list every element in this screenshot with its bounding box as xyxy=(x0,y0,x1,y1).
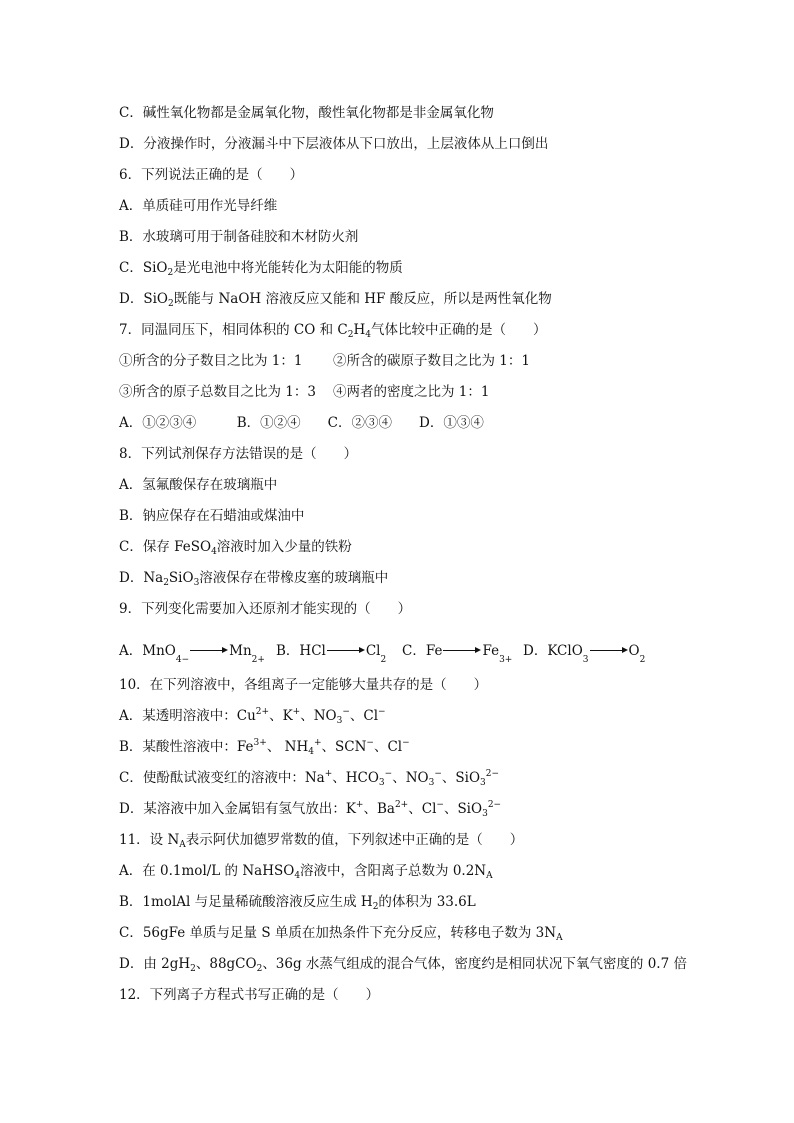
reaction-arrow-icon xyxy=(590,648,628,660)
option-d-separation: D．分液操作时，分液漏斗中下层液体从下口放出，上层液体从上口倒出 xyxy=(119,136,549,152)
question-9-options xyxy=(119,642,646,665)
question-10-option-b: B．某酸性溶液中：$Fe^{3+}$、 $NH_4^+$、SCN−、Cl− xyxy=(119,738,410,757)
question-6-option-c: C．SiO$_2$是光电池中将光能转化为太阳能的物质 xyxy=(119,260,403,278)
question-7-statements-1-2: ①所含的分子数目之比为 1：1 ②所含的碳原子数目之比为 1：1 xyxy=(119,353,530,369)
question-11-option-a: A．在 0.1mol/L 的 NaHSO$_4$溶液中，含阳离子总数为 $0.2N_A$ xyxy=(119,863,493,881)
question-9-option-c: C．Fe Fe 3+ xyxy=(402,643,513,665)
question-9-option-d: D．KClO 3 O 2 xyxy=(523,643,646,665)
question-8-option-d: D．$Na_2SiO_3$溶液保存在带橡皮塞的玻璃瓶中 xyxy=(119,570,389,588)
question-7: 7．同温同压下，相同体积的 CO 和 $C_2H_4$气体比较中正确的是（ ） xyxy=(119,322,547,340)
option-c-oxides: C．碱性氧化物都是金属氧化物，酸性氧化物都是非金属氧化物 xyxy=(119,105,494,121)
question-6-option-d: D．SiO$_2$既能与 NaOH 溶液反应又能和 HF 酸反应，所以是两性氧化物 xyxy=(119,291,552,309)
reaction-arrow-icon xyxy=(327,648,365,660)
reaction-arrow-icon xyxy=(190,648,228,660)
question-11-option-b: B．1molAl 与足量稀硫酸溶液反应生成 $H_2$的体积为 33.6L xyxy=(119,894,476,912)
question-9-option-a: A．MnO 4 − Mn 2+ xyxy=(119,643,265,665)
question-6: 6．下列说法正确的是（ ） xyxy=(119,167,304,183)
reaction-arrow-icon xyxy=(443,648,481,660)
question-11: 11．设 $N_A$表示阿伏加德罗常数的值，下列叙述中正确的是（ ） xyxy=(119,832,524,850)
question-12: 12．下列离子方程式书写正确的是（ ） xyxy=(119,987,380,1003)
question-11-option-d: D．由 $2gH_2$、88gCO$_2$、36g 水蒸气组成的混合气体，密度约是相同状况下氧气密度的 0.7 倍 xyxy=(119,956,687,974)
question-6-option-a: A．单质硅可用作光导纤维 xyxy=(119,198,278,214)
question-8-option-a: A．氢氟酸保存在玻璃瓶中 xyxy=(119,477,278,493)
question-10-option-a: A．某透明溶液中：$Cu^{2+}$、K+、$NO_3^-$、Cl− xyxy=(119,707,386,726)
question-8-option-c: C．保存 FeSO$_4$溶液时加入少量的铁粉 xyxy=(119,539,352,557)
question-8: 8．下列试剂保存方法错误的是（ ） xyxy=(119,446,358,462)
question-6-option-b: B．水玻璃可用于制备硅胶和木材防火剂 xyxy=(119,229,359,245)
question-10-option-c: C．使酚酞试液变红的溶液中：Na+、$HCO_3^-$、$NO_3^-$、SiO$_3^{2-}$ xyxy=(119,769,500,788)
question-9: 9．下列变化需要加入还原剂才能实现的（ ） xyxy=(119,601,412,617)
question-10: 10．在下列溶液中，各组离子一定能够大量共存的是（ ） xyxy=(119,677,488,693)
question-10-option-d: D．某溶液中加入金属铝有氢气放出：K+、$Ba^{2+}$、Cl−、SiO$_3^{2-}$ xyxy=(119,800,502,819)
question-8-option-b: B．钠应保存在石蜡油或煤油中 xyxy=(119,508,305,524)
question-9-option-b: B．HCl Cl 2 xyxy=(276,643,387,665)
question-7-options: A．①②③④ B．①②④ C．②③④ D．①③④ xyxy=(119,415,484,431)
question-11-option-c: C．56gFe 单质与足量 S 单质在加热条件下充分反应，转移电子数为 $3N_A$ xyxy=(119,925,563,943)
question-7-statements-3-4: ③所含的原子总数目之比为 1：3 ④两者的密度之比为 1：1 xyxy=(119,384,490,400)
